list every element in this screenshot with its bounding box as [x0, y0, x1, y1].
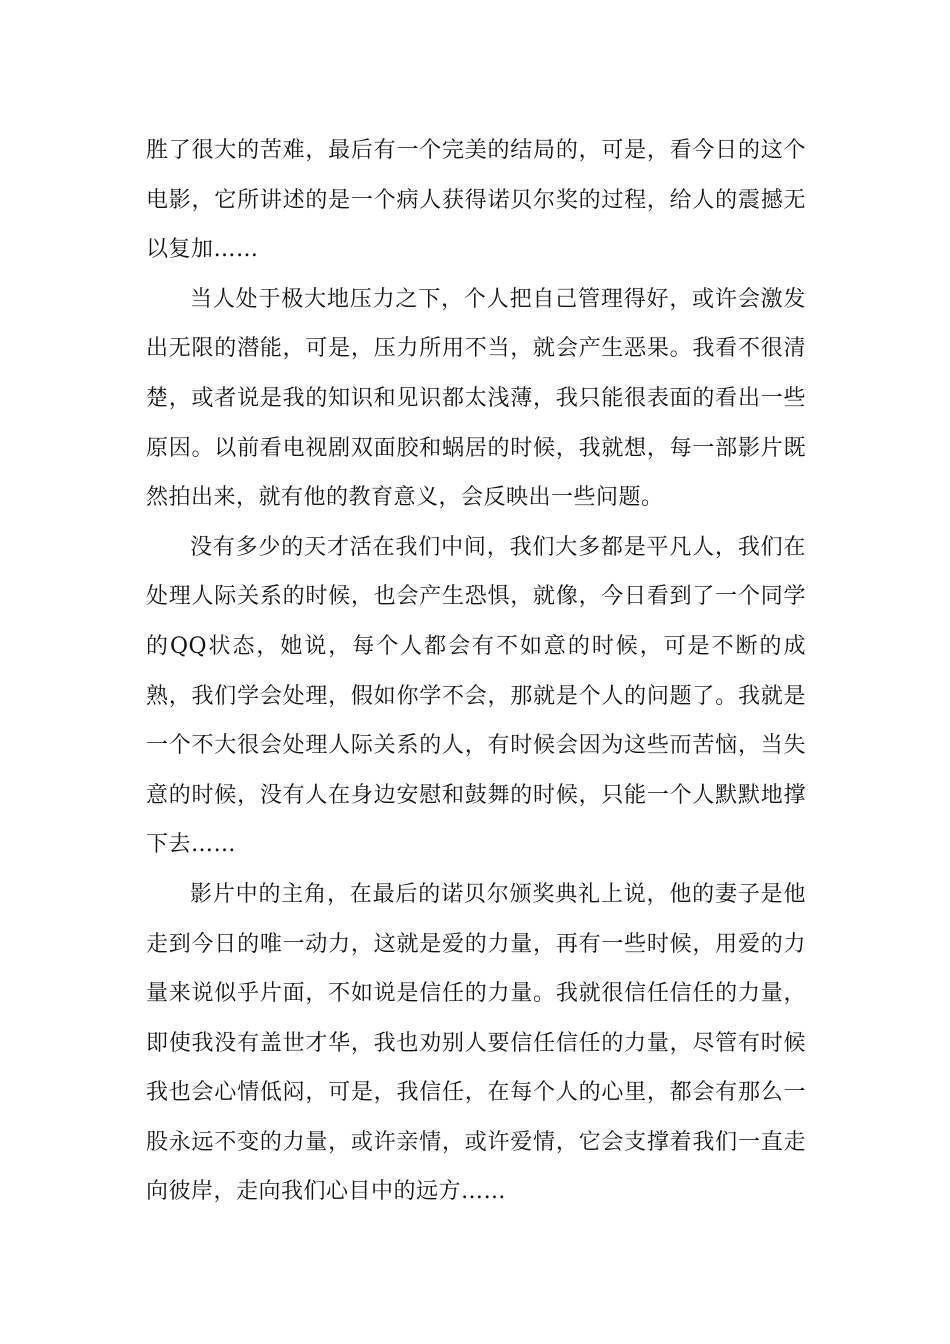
paragraph-3: 没有多少的天才活在我们中间，我们大多都是平凡人，我们在处理人际关系的时候，也会产生恐惧，就像，今日看到了一个同学的QQ状态，她说，每个人都会有不如意的时候，可是不断的成熟，我们学会处理，假如你学不会，那就是个人的问题了。我就是一个不大很会处理人际关系的人，有时候会因为这些而苦恼，当失意的时候，没有人在身边安慰和鼓舞的时候，只能一个人默默地撑下去……: [146, 534, 806, 858]
document-body: [146, 126, 806, 1217]
paragraph-1: 胜了很大的苦难，最后有一个完美的结局的，可是，看今日的这个电影，它所讲述的是一个病人获得诺贝尔奖的过程，给人的震撼无以复加……: [146, 138, 806, 263]
paragraph-2: 当人处于极大地压力之下，个人把自己管理得好，或许会激发出无限的潜能，可是，压力所用不当，就会产生恶果。我看不很清楚，或者说是我的知识和见识都太浅薄，我只能很表面的看出一些原因。以前看电视剧双面胶和蜗居的时候，我就想，每一部影片既然拍出来，就有他的教育意义，会反映出一些问题。: [146, 286, 806, 511]
paragraph-4: 影片中的主角，在最后的诺贝尔颁奖典礼上说，他的妻子是他走到今日的唯一动力，这就是爱的力量，再有一些时候，用爱的力量来说似乎片面，不如说是信任的力量。我就很信任信任的力量，即使我没有盖世才华，我也劝别人要信任信任的力量，尽管有时候我也会心情低闷，可是，我信任，在每个人的心里，都会有那么一股永远不变的力量，或许亲情，或许爱情，它会支撑着我们一直走向彼岸，走向我们心目中的远方……: [146, 881, 806, 1205]
